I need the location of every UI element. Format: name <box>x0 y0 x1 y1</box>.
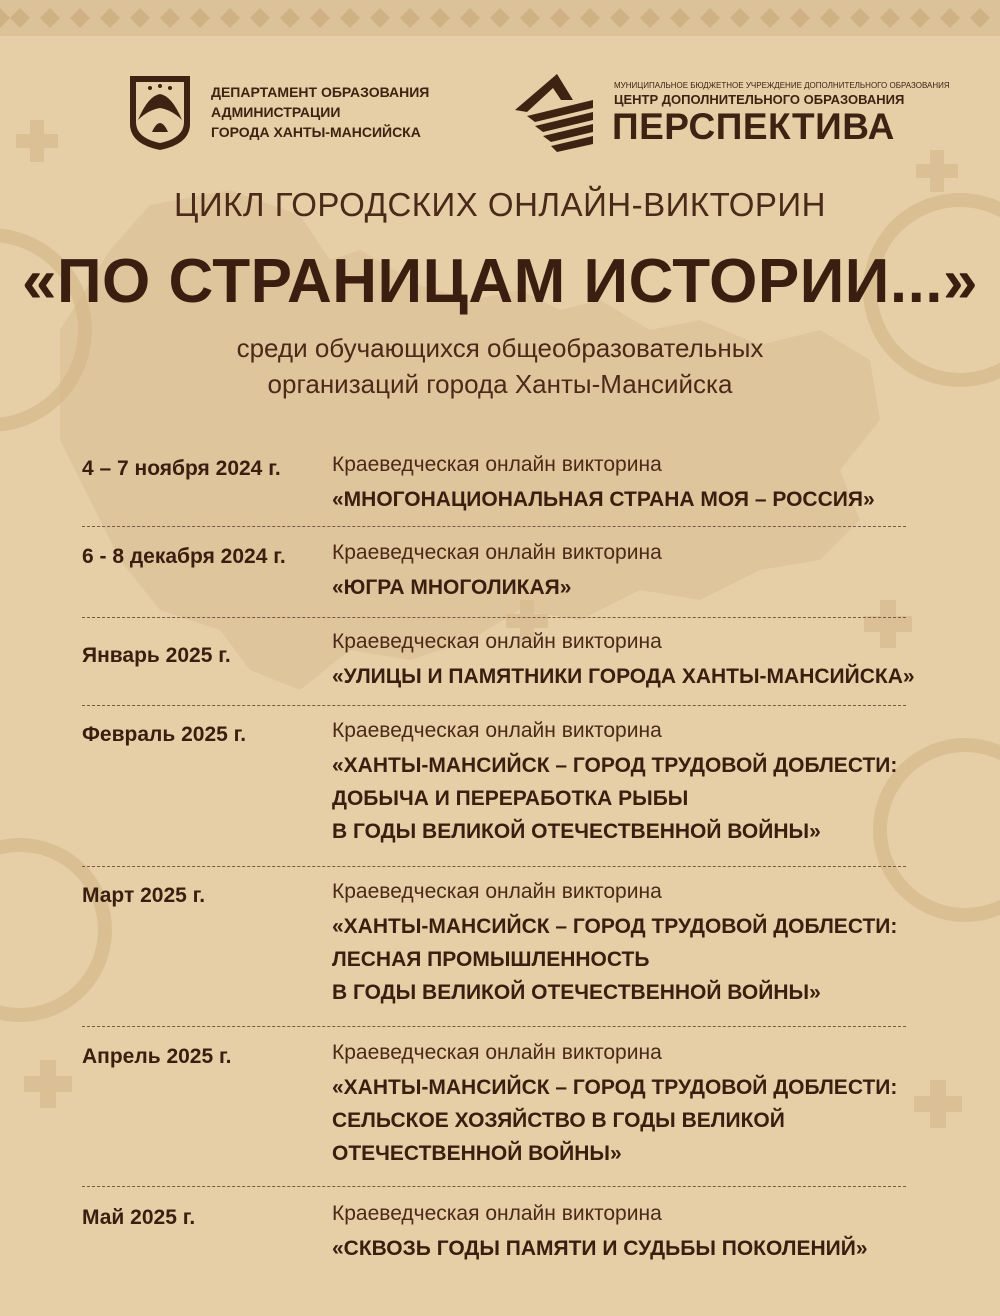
cycle-supertitle: ЦИКЛ ГОРОДСКИХ ОНЛАЙН-ВИКТОРИН <box>174 186 826 223</box>
event-kind: Краеведческая онлайн викторина <box>332 541 662 564</box>
event-name <box>332 483 875 516</box>
event-name <box>332 1071 897 1170</box>
organization-name: ПЕРСПЕКТИВА <box>612 106 895 147</box>
event-name <box>332 660 915 693</box>
event-name <box>332 1232 868 1265</box>
event-date: Февраль 2025 г. <box>82 723 247 746</box>
event-kind: Краеведческая онлайн викторина <box>332 1041 662 1064</box>
event-name-line: ДОБЫЧА И ПЕРЕРАБОТКА РЫБЫ <box>332 787 689 810</box>
event-name-line: «СКВОЗЬ ГОДЫ ПАМЯТИ И СУДЬБЫ ПОКОЛЕНИЙ» <box>332 1237 868 1260</box>
event-name-line: «ХАНТЫ-МАНСИЙСК – ГОРОД ТРУДОВОЙ ДОБЛЕСТИ: <box>332 1076 898 1099</box>
event-name <box>332 910 897 1009</box>
event-name-line: В ГОДЫ ВЕЛИКОЙ ОТЕЧЕСТВЕННОЙ ВОЙНЫ» <box>332 820 821 843</box>
department-line: ДЕПАРТАМЕНТ ОБРАЗОВАНИЯ <box>211 84 430 100</box>
coat-of-arms-icon <box>128 74 192 152</box>
organization-type: ЦЕНТР ДОПОЛНИТЕЛЬНОГО ОБРАЗОВАНИЯ <box>614 92 905 107</box>
event-date: Апрель 2025 г. <box>82 1045 232 1068</box>
page-title: «ПО СТРАНИЦАМ ИСТОРИИ...» <box>21 247 979 316</box>
event-name-line: СЕЛЬСКОЕ ХОЗЯЙСТВО В ГОДЫ ВЕЛИКОЙ <box>332 1109 785 1132</box>
row-divider <box>82 705 906 706</box>
event-name-line: «ХАНТЫ-МАНСИЙСК – ГОРОД ТРУДОВОЙ ДОБЛЕСТИ: <box>332 915 898 938</box>
event-name-line: ЛЕСНАЯ ПРОМЫШЛЕННОСТЬ <box>332 948 650 971</box>
row-divider <box>82 1026 906 1027</box>
organization-legal-form: МУНИЦИПАЛЬНОЕ БЮДЖЕТНОЕ УЧРЕЖДЕНИЕ ДОПОЛНИТЕЛЬНОГО ОБРАЗОВАНИЯ <box>614 81 950 90</box>
event-name-line: «УЛИЦЫ И ПАМЯТНИКИ ГОРОДА ХАНТЫ-МАНСИЙСКА» <box>332 665 915 688</box>
event-name <box>332 571 571 604</box>
event-kind: Краеведческая онлайн викторина <box>332 453 662 476</box>
subtitle-line: организаций города Ханты-Мансийска <box>267 369 733 399</box>
event-kind: Краеведческая онлайн викторина <box>332 880 662 903</box>
event-name-line: «ЮГРА МНОГОЛИКАЯ» <box>332 576 572 599</box>
event-date: Март 2025 г. <box>82 884 206 907</box>
event-name-line: В ГОДЫ ВЕЛИКОЙ ОТЕЧЕСТВЕННОЙ ВОЙНЫ» <box>332 981 821 1004</box>
event-kind: Краеведческая онлайн викторина <box>332 1202 662 1225</box>
subtitle-line: среди обучающихся общеобразовательных <box>236 333 764 363</box>
event-name-line: «ХАНТЫ-МАНСИЙСК – ГОРОД ТРУДОВОЙ ДОБЛЕСТИ: <box>332 754 898 777</box>
event-date: Май 2025 г. <box>82 1206 196 1229</box>
event-name-line: ОТЕЧЕСТВЕННОЙ ВОЙНЫ» <box>332 1142 622 1165</box>
event-kind: Краеведческая онлайн викторина <box>332 630 662 653</box>
event-date: Январь 2025 г. <box>82 644 231 667</box>
audience-subtitle <box>0 330 1000 402</box>
department-name <box>211 82 429 142</box>
event-kind: Краеведческая онлайн викторина <box>332 719 662 742</box>
department-line: ГОРОДА ХАНТЫ-МАНСИЙСКА <box>211 124 421 140</box>
event-date: 6 - 8 декабря 2024 г. <box>82 545 286 568</box>
row-divider <box>82 866 906 867</box>
perspektiva-logo-icon <box>513 72 595 152</box>
event-date: 4 – 7 ноября 2024 г. <box>82 457 281 480</box>
row-divider <box>82 526 906 527</box>
row-divider <box>82 617 906 618</box>
event-name <box>332 749 897 848</box>
event-name-line: «МНОГОНАЦИОНАЛЬНАЯ СТРАНА МОЯ – РОССИЯ» <box>332 488 875 511</box>
ornament-border-band <box>0 0 1000 36</box>
row-divider <box>82 1186 906 1187</box>
department-line: АДМИНИСТРАЦИИ <box>211 104 341 120</box>
